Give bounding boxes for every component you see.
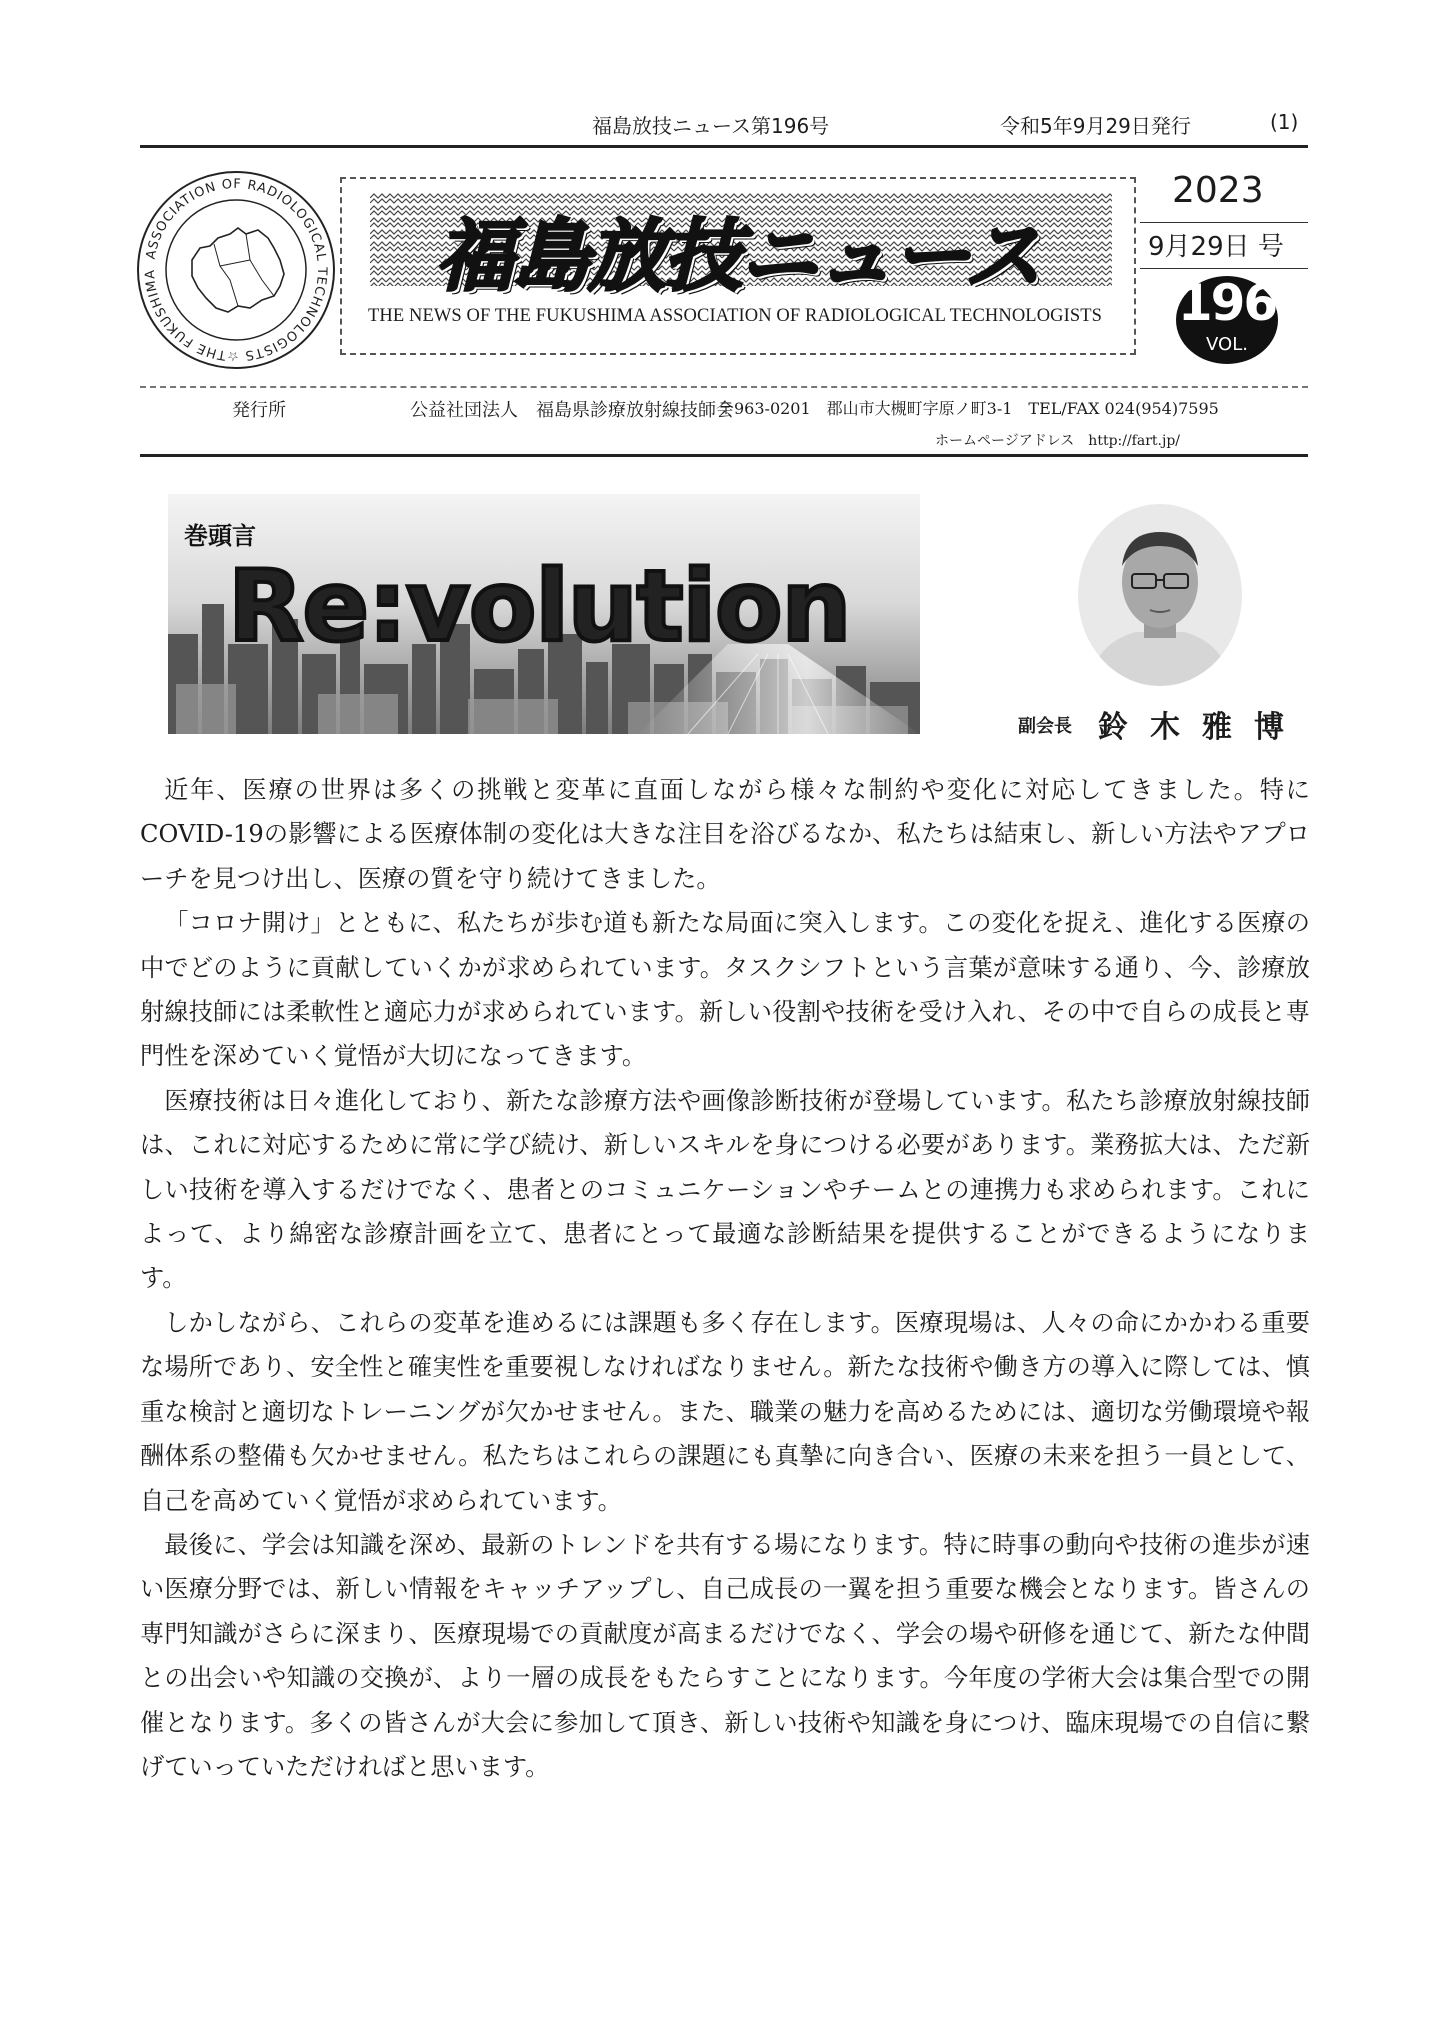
masthead-subtitle: THE NEWS OF THE FUKUSHIMA ASSOCIATION OF RADIOLOGICAL TECHNOLOGISTS: [368, 306, 1103, 326]
publisher-name: 公益社団法人 福島県診療放射線技師会: [410, 400, 734, 421]
issue-year: 2023: [1172, 170, 1264, 211]
publisher-address: 〒963-0201 郡山市大槻町字原ノ町3-1 TEL/FAX 024(954)7595: [718, 399, 1219, 418]
author-name: 鈴木雅博: [1098, 710, 1306, 745]
body-paragraph: 最後に、学会は知識を深め、最新のトレンドを共有する場になります。特に時事の動向や技術の進歩が速い医療分野では、新しい情報をキャッチアップし、自己成長の一翼を担う重要な機会となります。皆さんの専門知識がさらに深まり、医療現場での貢献度が高まるだけでなく、学会の場や研修を通じて、新たな仲間との出会いや知識の交換が、より一層の成長をもたらすことになります。今年度の学術大会は集合型での開催となります。多くの皆さんが大会に参加して頂き、新しい技術や知識を身につけ、臨床現場での自信に繋げていっていただければと思います。: [140, 1530, 1310, 1781]
svg-text:ASSOCIATION OF RADIOLOGICAL TE: ASSOCIATION OF RADIOLOGICAL TECHNOLOGISTS ☆THE FUKUSHIMA: [142, 176, 330, 364]
running-header-date: 令和5年9月29日発行: [1000, 114, 1191, 138]
editorial-title: Re:volution: [228, 550, 851, 664]
volume-number: 196: [1177, 274, 1277, 332]
volume-label: VOL.: [1206, 334, 1248, 355]
author-role: 副会長: [1018, 716, 1072, 737]
homepage-address: ホームページアドレス http://fart.jp/: [935, 433, 1180, 449]
body-paragraph: 医療技術は日々進化しており、新たな診療方法や画像診断技術が登場しています。私たち診療放射線技師は、これに対応するために常に学び続け、新しいスキルを身につける必要があります。業務拡大は、ただ新しい技術を導入するだけでなく、患者とのコミュニケーションやチームとの連携力も求められます。これによって、より綿密な診療計画を立て、患者にとって最適な診断結果を提供することができるようになります。: [140, 1086, 1310, 1293]
year-divider: [1140, 222, 1308, 223]
running-header-title: 福島放技ニュース第196号: [592, 114, 830, 138]
body-paragraph: しかしながら、これらの変革を進めるには課題も多く存在します。医療現場は、人々の命にかかわる重要な場所であり、安全性と確実性を重要視しなければなりません。新たな技術や働き方の導入に際しては、慎重な検討と適切なトレーニングが欠かせません。また、職業の魅力を高めるためには、適切な労働環境や報酬体系の整備も欠かせません。私たちはこれらの課題にも真摯に向き合い、医療の未来を担う一員として、自己を高めていく覚悟が求められています。: [140, 1308, 1310, 1515]
editorial-body: [140, 768, 1310, 1789]
issue-date: 9月29日 号: [1148, 232, 1284, 262]
header-rule: [140, 145, 1308, 148]
association-seal-logo: [134, 168, 338, 372]
masthead-title: 福島放技ニュース: [436, 212, 1041, 302]
editorial-kicker: 巻頭言: [184, 522, 256, 550]
issue-divider: [1140, 268, 1308, 269]
body-paragraph: 近年、医療の世界は多くの挑戦と変革に直面しながら様々な制約や変化に対応してきました。特にCOVID-19の影響による医療体制の変化は大きな注目を浴びるなか、私たちは結束し、新しい方法やアプローチを見つけ出し、医療の質を守り続けてきました。: [140, 776, 1310, 893]
page-number: (1): [1270, 110, 1299, 134]
author-portrait: [1076, 502, 1244, 688]
dashed-divider: [140, 386, 1308, 388]
body-paragraph: 「コロナ開け」とともに、私たちが歩む道も新たな局面に突入します。この変化を捉え、進化する医療の中でどのように貢献していくかが求められています。タスクシフトという言葉が意味する通り、今、診療放射線技師には柔軟性と適応力が求められています。新しい役割や技術を受け入れ、その中で自らの成長と専門性を深めていく覚悟が大切になってきます。: [140, 909, 1310, 1071]
masthead-bottom-rule: [140, 454, 1308, 457]
publisher-label: 発行所: [232, 400, 286, 421]
